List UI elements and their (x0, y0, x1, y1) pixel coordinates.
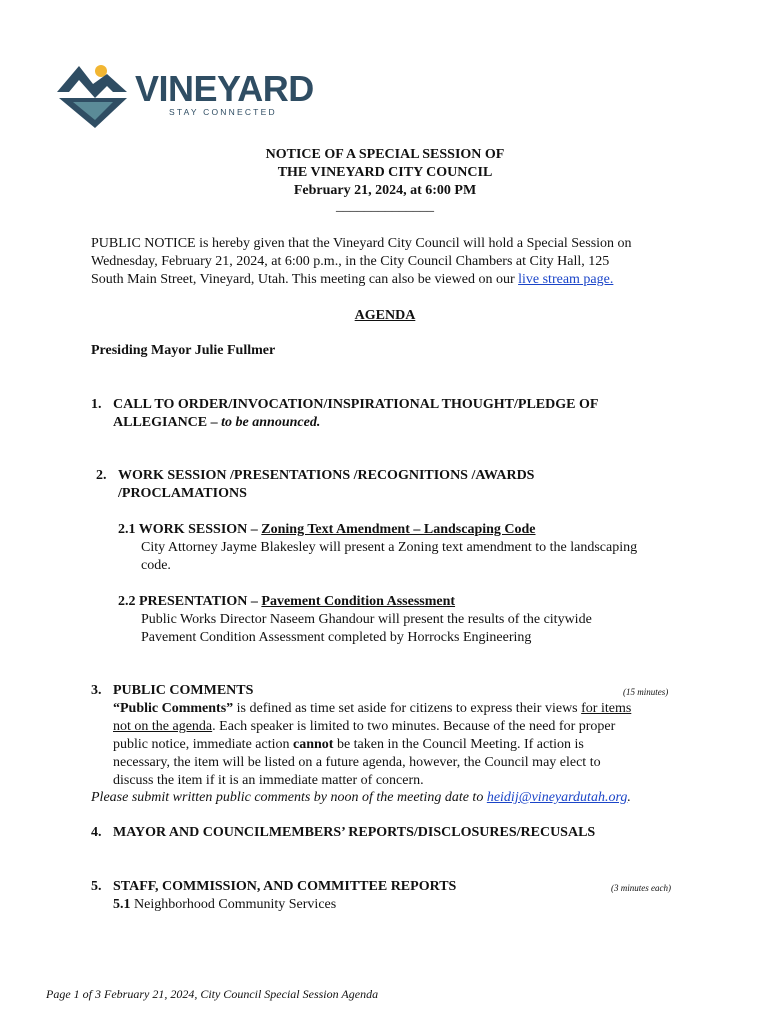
item-3-time: (15 minutes) (623, 687, 669, 697)
item-3-line-2-text: . Each speaker is limited to two minutes. Because of the need for proper (212, 719, 616, 734)
vineyard-logo-icon (55, 62, 135, 132)
item-1-number: 1. (91, 397, 102, 412)
item-1-title-line-1: CALL TO ORDER/INVOCATION/INSPIRATIONAL THOUGHT/PLEDGE OF (113, 397, 599, 412)
item-5-1-text: Neighborhood Community Services (134, 897, 337, 912)
submit-comments-line (91, 790, 631, 806)
email-link[interactable]: heidij@vineyardutah.org (486, 790, 628, 805)
notice-line-2: Wednesday, February 21, 2024, at 6:00 p.m., in the City Council Chambers at City Hall, 125 (91, 254, 610, 269)
item-3-line-1 (113, 701, 631, 717)
item-2-1-heading (118, 522, 536, 538)
item-2-2-desc-line-2: Pavement Condition Assessment completed by Horrocks Engineering (141, 630, 532, 645)
notice-line-3-text: South Main Street, Vineyard, Utah. This meeting can also be viewed on our (91, 272, 515, 287)
item-3-line-5: discuss the item if it is an immediate matter of concern. (113, 773, 424, 788)
heading-line-3: February 21, 2024, at 6:00 PM (293, 183, 477, 198)
item-3-line-3-a: public notice, immediate action (113, 737, 290, 752)
item-3-line-4: necessary, the item will be listed on a future agenda, however, the Council may elect to (113, 755, 601, 770)
item-3-line-3 (113, 737, 584, 753)
item-3-number: 3. (91, 683, 102, 698)
item-2-title-line-1: WORK SESSION /PRESENTATIONS /RECOGNITIONS /AWARDS (118, 468, 535, 483)
submit-comments-text: Please submit written public comments by noon of the meeting date to (91, 790, 484, 805)
item-5-1-number: 5.1 (113, 897, 131, 912)
item-5-number: 5. (91, 879, 102, 894)
heading-rule: ______________ (336, 199, 434, 214)
item-3-title: PUBLIC COMMENTS (113, 683, 254, 698)
public-comments-term: “Public Comments” (113, 701, 234, 716)
live-stream-link[interactable]: live stream page. (518, 272, 614, 287)
submit-period: . (627, 790, 631, 805)
item-2-1-desc-line-1: City Attorney Jayme Blakesley will present a Zoning text amendment to the landscaping (141, 540, 638, 555)
item-2-title-line-2: /PROCLAMATIONS (118, 486, 247, 501)
item-2-2-title: Pavement Condition Assessment (261, 594, 456, 609)
item-5-1 (113, 897, 336, 913)
item-5-title: STAFF, COMMISSION, AND COMMITTEE REPORTS (113, 879, 457, 894)
item-2-1-label: 2.1 WORK SESSION – (118, 522, 258, 537)
item-2-number: 2. (96, 468, 107, 483)
item-2-1-title: Zoning Text Amendment – Landscaping Code (261, 522, 536, 537)
item-5-time: (3 minutes each) (611, 883, 671, 893)
item-1-allegiance: ALLEGIANCE – (113, 415, 218, 430)
agenda-title: AGENDA (354, 308, 416, 323)
item-4-title: MAYOR AND COUNCILMEMBERS’ REPORTS/DISCLOSURES/RECUSALS (113, 825, 596, 840)
item-1-title-line-2 (113, 415, 320, 431)
item-3-cannot: cannot (293, 737, 334, 752)
vineyard-logo (55, 62, 315, 132)
heading-line-2: THE VINEYARD CITY COUNCIL (277, 165, 493, 180)
notice-line-3 (91, 272, 613, 288)
item-2-2-heading (118, 594, 455, 610)
heading-line-1: NOTICE OF A SPECIAL SESSION OF (265, 147, 505, 162)
item-2-2-label: 2.2 PRESENTATION – (118, 594, 258, 609)
item-3-line-1-text: is defined as time set aside for citizens to express their views (236, 701, 578, 716)
item-2-1-desc-line-2: code. (141, 558, 171, 573)
item-3-line-3-b: be taken in the Council Meeting. If action is (336, 737, 584, 752)
item-1-to-be-announced: to be announced. (221, 415, 321, 430)
item-3-line-2 (113, 719, 615, 735)
page-footer: Page 1 of 3 February 21, 2024, City Council Special Session Agenda (46, 987, 379, 1001)
item-3-for-items: for items (581, 701, 632, 716)
item-4-number: 4. (91, 825, 102, 840)
presiding-mayor: Presiding Mayor Julie Fullmer (91, 343, 276, 358)
logo-wordmark: VINEYARD (135, 68, 314, 109)
logo-tagline: STAY CONNECTED (169, 107, 277, 117)
notice-line-1: PUBLIC NOTICE is hereby given that the Vineyard City Council will hold a Special Session on (91, 236, 632, 251)
item-2-2-desc-line-1: Public Works Director Naseem Ghandour will present the results of the citywide (141, 612, 592, 627)
item-3-not-on-agenda: not on the agenda (113, 719, 213, 734)
